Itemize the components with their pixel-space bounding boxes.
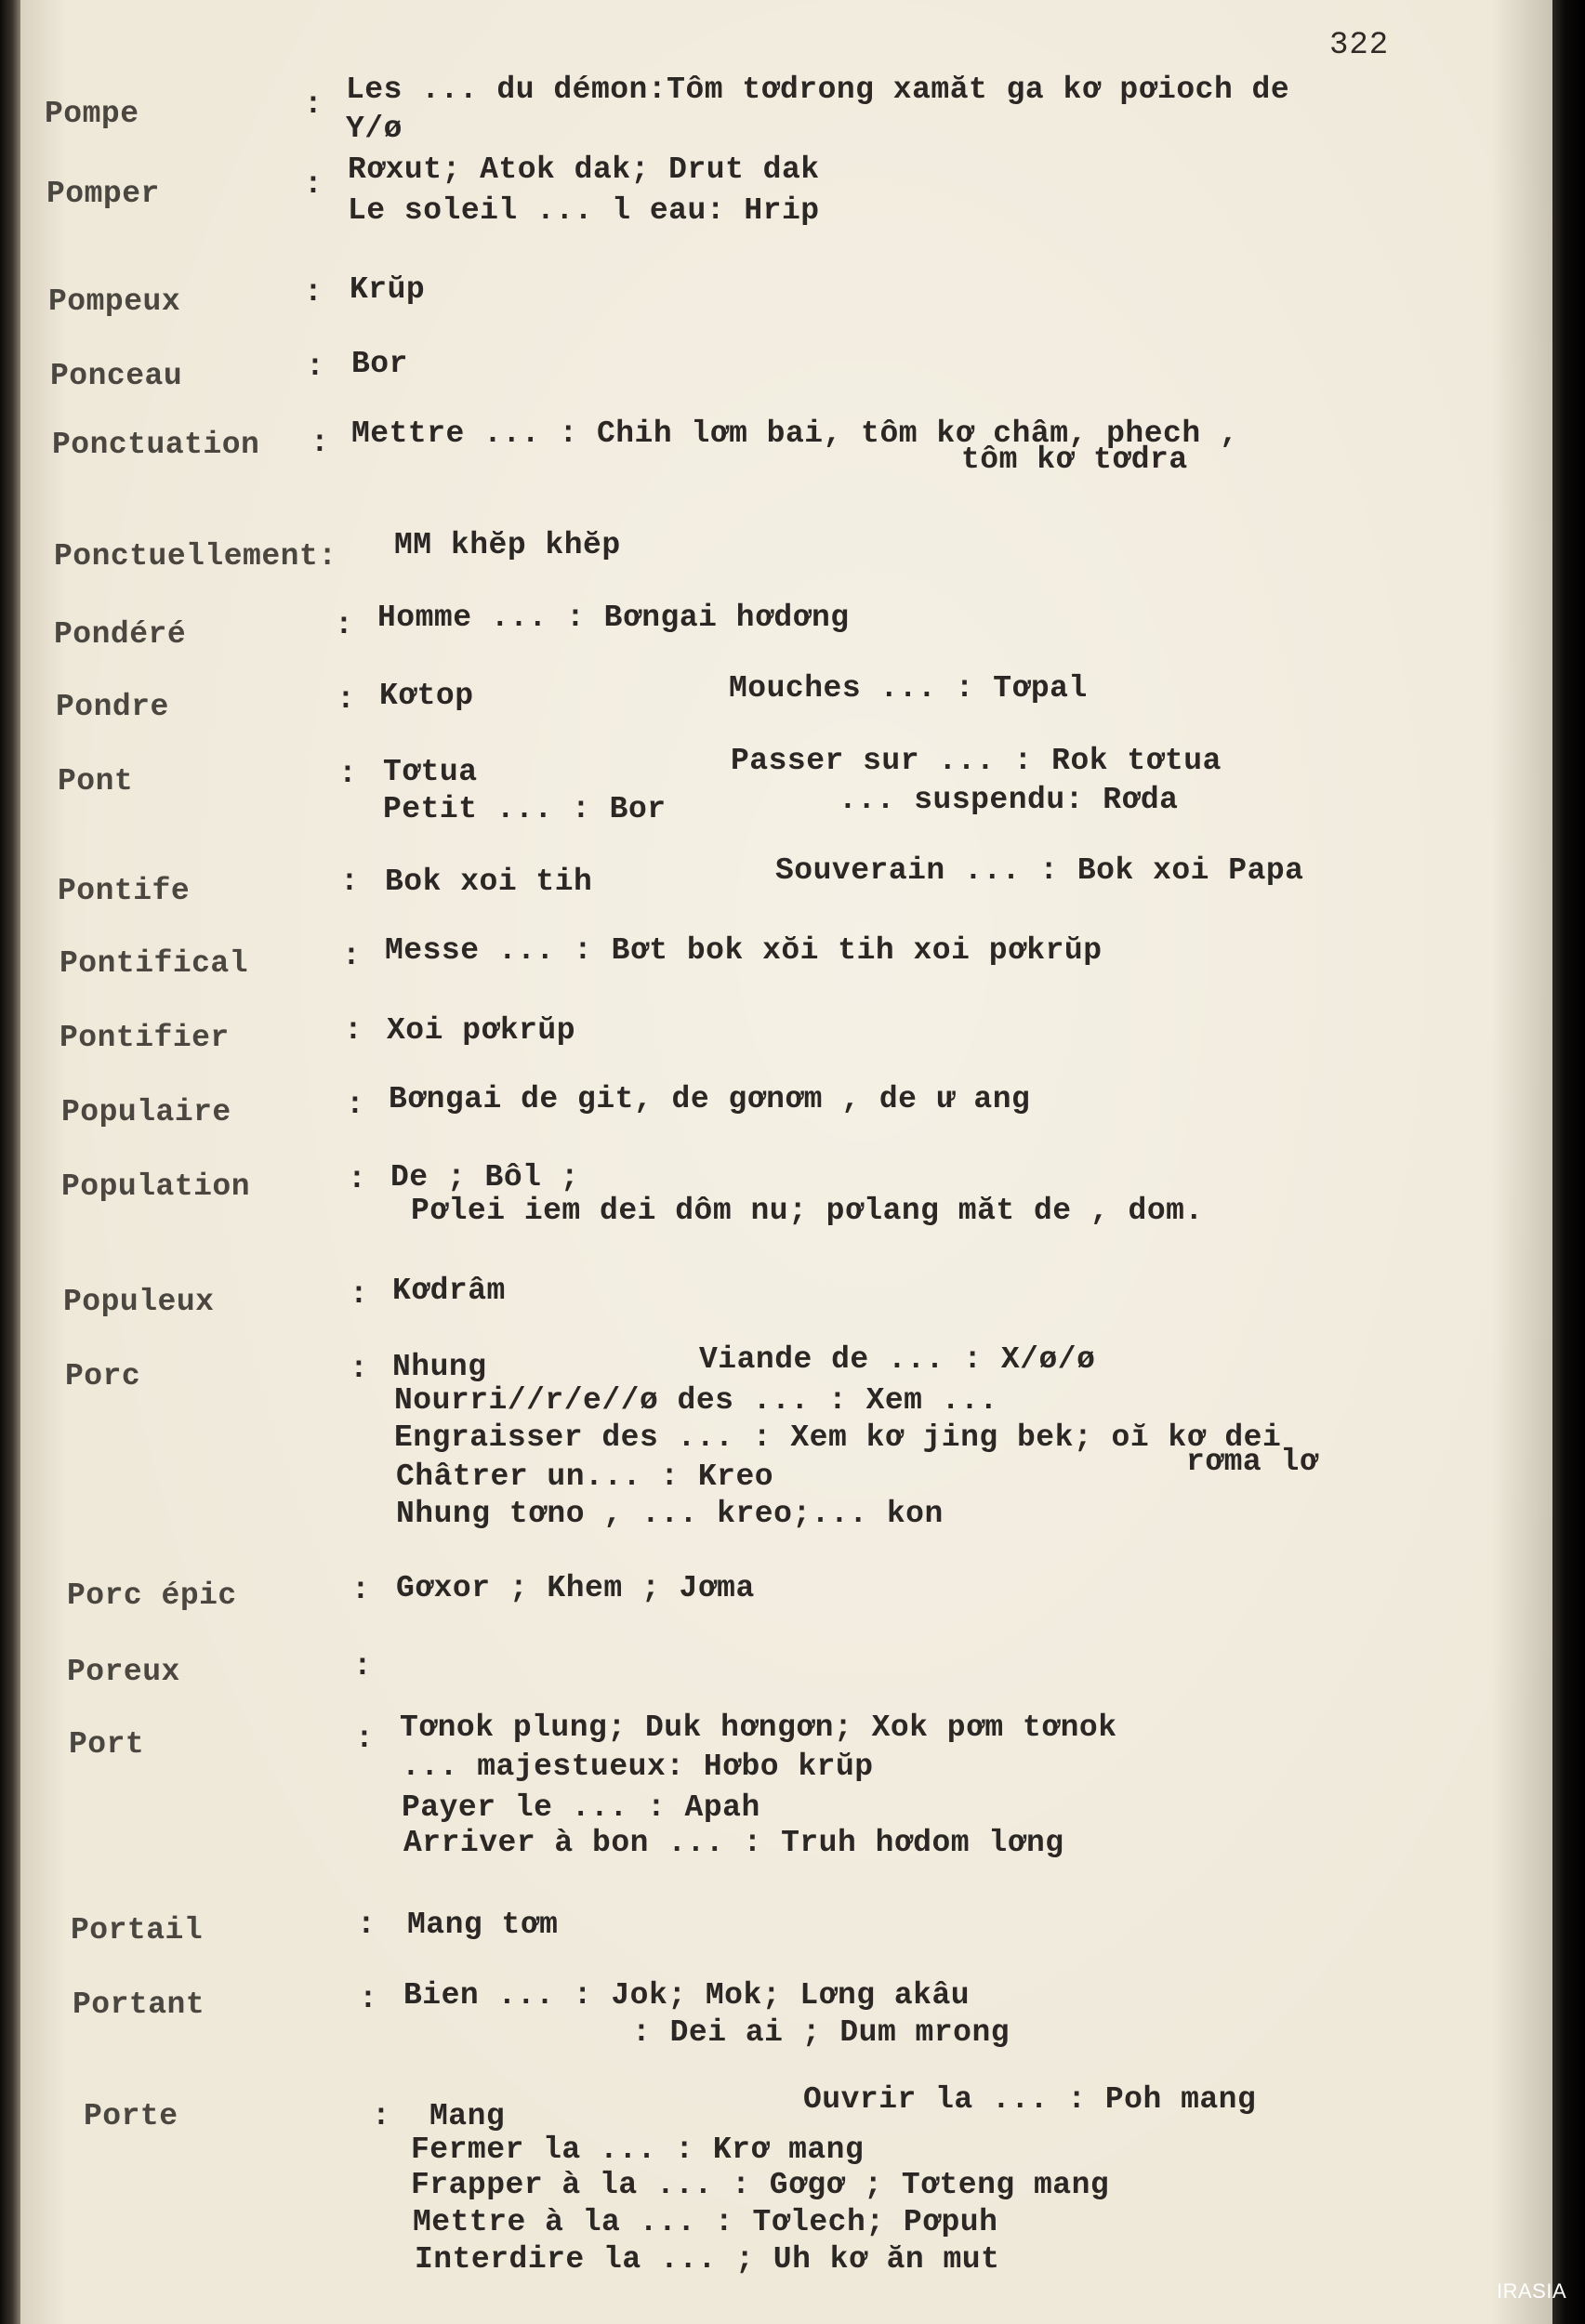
page-number: 322 [1329,28,1390,63]
colon: : [357,1908,376,1942]
definition-line: Viande de ... : X/ø/ø [699,1342,1096,1377]
definition-line: Engraisser des ... : Xem kơ jing bek; oĭ kơ dei [394,1420,1282,1455]
definition-line: Les ... du démon:Tôm tơdrong xamăt ga kơ pơioch de [346,73,1290,107]
definition-line: Interdire la ... ; Uh kơ ăn mut [415,2242,1000,2277]
page-shadow-edge [1552,0,1585,2324]
colon: : [310,426,329,460]
headword: Pontifical [59,946,249,981]
colon: : [304,275,323,310]
archive-watermark: IRASIA [1497,2279,1567,2303]
colon: : [359,1982,377,2016]
definition-line: Passer sur ... : Rok tơtua [731,744,1222,778]
definition-line: Bor [351,347,408,381]
headword: Portail [71,1913,204,1948]
headword: Population [61,1169,251,1204]
dictionary-page [20,0,1552,2324]
headword: Portant [73,1987,205,2022]
definition-line: Mouches ... : Tơpal [729,671,1088,706]
definition-line: MM khĕp khĕp [394,528,621,562]
colon: : [338,757,357,791]
definition-line: Fermer la ... : Krơ mang [411,2133,865,2167]
definition-line: tôm kơ tơdra [961,442,1188,477]
definition-line: rơma lơ [1186,1445,1319,1479]
headword: Pondéré [54,617,187,652]
definition-line: Krŭp [350,272,426,307]
headword: Pomper [46,177,160,211]
colon: : [350,1277,368,1312]
definition-line: Pơlei iem dei dôm nu; pơlang măt de , dom. [411,1194,1204,1228]
definition-line: Souverain ... : Bok xoi Papa [775,853,1304,888]
definition-line: Kơdrâm [392,1274,506,1308]
definition-line: Petit ... : Bor [383,792,667,826]
headword: Populeux [63,1285,215,1319]
definition-line: Châtrer un... : Kreo [396,1459,774,1494]
definition-line: Nhung tơno , ... kreo;... kon [396,1497,944,1531]
headword: Ponctuellement: [54,539,337,574]
colon: : [355,1722,374,1756]
colon: : [304,87,323,122]
colon: : [304,167,323,202]
definition-line: Bok xoi tih [385,865,593,899]
headword: Porc épic [67,1578,237,1613]
headword: Poreux [67,1655,180,1689]
definition-line: Kơtop [379,679,474,713]
headword: Pontife [58,874,191,908]
headword: Populaire [61,1095,231,1129]
definition-line: Arriver à bon ... : Truh hơdom lơng [403,1826,1064,1860]
definition-line: Tơtua [383,755,478,789]
definition-line: Bien ... : Jok; Mok; Lơng akâu [403,1978,971,2013]
definition-line: Xoi pơkrŭp [387,1013,576,1048]
colon: : [337,682,355,717]
colon: : [342,939,361,973]
definition-line: Frapper à la ... : Gơgơ ; Tơteng mang [411,2168,1110,2202]
definition-line: Payer le ... : Apah [402,1790,760,1825]
headword: Pompe [45,97,139,131]
definition-line: Mang [429,2099,506,2133]
colon: : [344,1013,363,1048]
definition-line: Y/ø [346,112,403,146]
definition-line: : Dei ai ; Dum mrong [632,2015,1010,2050]
definition-line: Messe ... : Bơt bok xŏi tih xoi pơkrŭp [385,933,1103,968]
headword: Porc [65,1359,141,1393]
colon: : [346,1088,364,1122]
colon: : [350,1352,368,1386]
definition-line: Gơxor ; Khem ; Jơma [396,1571,755,1605]
headword: Ponceau [50,359,183,393]
colon: : [353,1649,372,1684]
definition-line: Bơngai de git, de gơnơm , de ư ang [389,1082,1031,1116]
headword: Pontifier [59,1021,230,1055]
colon: : [351,1573,370,1607]
headword: Pondre [56,690,169,724]
definition-line: Rơxut; Atok dak; Drut dak [348,152,820,187]
definition-line: De ; Bôl ; [390,1160,580,1195]
definition-line: Nhung [392,1350,487,1384]
definition-line: ... majestueux: Hơbo krŭp [402,1750,874,1784]
definition-line: Mettre à la ... : Tơlech; Pơpuh [413,2205,998,2239]
colon: : [306,350,324,384]
colon: : [335,608,353,642]
definition-line: Ouvrir la ... : Poh mang [803,2082,1257,2117]
definition-line: Homme ... : Bơngai hơdơng [377,601,850,635]
definition-line: ... suspendu: Rơda [839,783,1179,817]
definition-line: Nourri//r/e//ø des ... : Xem ... [394,1383,998,1418]
headword: Ponctuation [52,428,260,462]
definition-line: Mettre ... : Chih lơm bai, tôm kơ châm, phech , [351,416,1239,451]
definition-line: Mang tơm [407,1908,559,1942]
colon: : [348,1162,366,1196]
definition-line: Tơnok plung; Duk hơngơn; Xok pơm tơnok [400,1710,1117,1745]
headword: Port [69,1727,145,1762]
book-binding [0,0,20,2324]
colon: : [372,2099,390,2133]
headword: Pompeux [48,284,181,319]
colon: : [340,865,359,899]
headword: Pont [58,764,134,799]
headword: Porte [84,2099,178,2133]
definition-line: Le soleil ... l eau: Hrip [348,193,820,228]
